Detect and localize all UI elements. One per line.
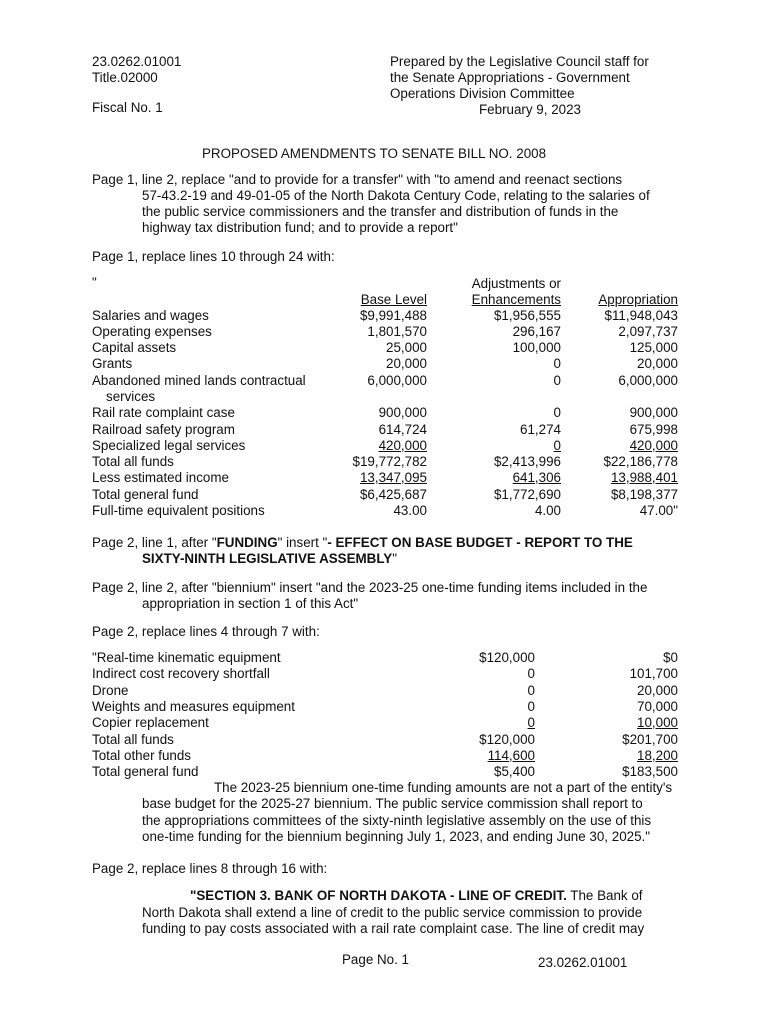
row-amount-b: 20,000 xyxy=(637,683,678,698)
row-appropriation: $8,198,377 xyxy=(610,487,678,502)
row-base: 6,000,000 xyxy=(367,373,427,388)
row-adjustment: 641,306 xyxy=(512,470,561,485)
row-amount-a: $5,400 xyxy=(494,764,535,779)
row-adjustment: 0 xyxy=(553,438,561,453)
row-appropriation: 6,000,000 xyxy=(618,373,678,388)
row-label: Abandoned mined lands contractual xyxy=(92,373,306,388)
row-label: Specialized legal services xyxy=(92,438,246,453)
page-number: Page No. 1 xyxy=(342,952,409,967)
amendment-5-para-line-1: The 2023-25 biennium one-time funding amounts are not a part of the entity's xyxy=(214,780,673,795)
row-appropriation: 675,998 xyxy=(629,422,678,437)
row-appropriation: 900,000 xyxy=(629,405,678,420)
row-appropriation: 20,000 xyxy=(637,356,678,371)
amendment-3-line-2 xyxy=(142,551,397,566)
row-label: Railroad safety program xyxy=(92,422,235,437)
amendment-3-pre: Page 2, line 1, after " xyxy=(92,535,217,550)
row-amount-a: $120,000 xyxy=(479,732,535,747)
row-appropriation: 420,000 xyxy=(629,438,678,453)
amendment-3-funding: FUNDING xyxy=(216,535,278,550)
row-base: 20,000 xyxy=(386,356,427,371)
amendment-1-line-4: highway tax distribution fund; and to provide a report" xyxy=(142,220,458,235)
row-adjustment: $1,956,555 xyxy=(493,308,561,323)
amendment-5-para-line-4: one-time funding for the biennium beginning July 1, 2023, and ending June 30, 2025." xyxy=(142,829,651,844)
row-amount-a: 0 xyxy=(527,666,535,681)
fiscal-number: Fiscal No. 1 xyxy=(92,100,163,115)
column-header-base-level: Base Level xyxy=(360,292,427,307)
row-appropriation: $22,186,778 xyxy=(603,454,678,469)
amendment-3-bold-1: - EFFECT ON BASE BUDGET - REPORT TO THE xyxy=(327,535,633,550)
amendment-5-intro: Page 2, replace lines 4 through 7 with: xyxy=(92,624,320,639)
prepared-by-line-2: the Senate Appropriations - Government xyxy=(390,70,630,85)
row-adjustment: $2,413,996 xyxy=(493,454,561,469)
amendment-3-mid: " insert " xyxy=(277,535,328,550)
row-amount-a: $120,000 xyxy=(479,650,535,665)
row-adjustment: 4.00 xyxy=(534,503,561,518)
row-amount-a: 0 xyxy=(527,683,535,698)
row-label: Total all funds xyxy=(92,732,174,747)
column-header-adjustments-1: Adjustments or xyxy=(471,276,561,291)
row-appropriation: 125,000 xyxy=(629,340,678,355)
row-appropriation: 2,097,737 xyxy=(618,324,678,339)
row-label: Less estimated income xyxy=(92,470,229,485)
section-3-line-1 xyxy=(190,888,643,903)
row-amount-a: 0 xyxy=(527,699,535,714)
row-label: Operating expenses xyxy=(92,324,212,339)
row-appropriation: 47.00" xyxy=(639,503,678,518)
row-adjustment: 0 xyxy=(553,405,561,420)
row-label: Grants xyxy=(92,356,133,371)
row-label: Indirect cost recovery shortfall xyxy=(92,666,270,681)
row-label: Total general fund xyxy=(92,764,199,779)
amendment-3-bold-2: SIXTY-NINTH LEGISLATIVE ASSEMBLY xyxy=(142,551,393,566)
row-base: $19,772,782 xyxy=(352,454,427,469)
amendment-4-line-1: Page 2, line 2, after "biennium" insert "and the 2023-25 one-time funding items included in the xyxy=(92,580,648,595)
amendment-6-intro: Page 2, replace lines 8 through 16 with: xyxy=(92,861,328,876)
row-label: Rail rate complaint case xyxy=(92,405,235,420)
row-label: Copier replacement xyxy=(92,715,209,730)
row-base: 614,724 xyxy=(378,422,427,437)
prepared-by-line-1: Prepared by the Legislative Council staff for xyxy=(390,54,649,69)
row-label: Total all funds xyxy=(92,454,174,469)
row-amount-b: $201,700 xyxy=(622,732,678,747)
section-3-heading: "SECTION 3. BANK OF NORTH DAKOTA - LINE OF CREDIT. xyxy=(190,888,567,903)
row-base: 1,801,570 xyxy=(367,324,427,339)
column-header-adjustments-2: Enhancements xyxy=(471,292,561,307)
row-label: Salaries and wages xyxy=(92,308,209,323)
row-amount-b: 10,000 xyxy=(637,715,678,730)
amendment-2-intro: Page 1, replace lines 10 through 24 with: xyxy=(92,249,335,264)
row-appropriation: 13,988,401 xyxy=(610,470,678,485)
row-label-continued: services xyxy=(106,389,156,404)
document-date: February 9, 2023 xyxy=(479,102,581,117)
row-amount-b: 18,200 xyxy=(637,748,678,763)
amendment-1-line-2: 57-43.2-19 and 49-01-05 of the North Dakota Century Code, relating to the salaries of xyxy=(142,188,650,203)
section-3-line-2: North Dakota shall extend a line of credit to the public service commission to provide xyxy=(142,905,643,920)
row-amount-a: 0 xyxy=(527,715,535,730)
amendment-3-line-1 xyxy=(92,535,633,550)
prepared-by-line-3: Operations Division Committee xyxy=(390,86,575,101)
row-label: "Real-time kinematic equipment xyxy=(92,650,281,665)
amendment-1-line-3: the public service commissioners and the transfer and distribution of funds in the xyxy=(142,204,619,219)
row-amount-b: $0 xyxy=(663,650,678,665)
row-amount-b: $183,500 xyxy=(622,764,678,779)
amendment-1-line-1: Page 1, line 2, replace "and to provide for a transfer" with "to amend and reenact sections xyxy=(92,172,623,187)
row-base: 13,347,095 xyxy=(359,470,427,485)
row-label: Drone xyxy=(92,683,129,698)
row-appropriation: $11,948,043 xyxy=(604,308,678,323)
row-amount-b: 101,700 xyxy=(629,666,678,681)
row-label: Weights and measures equipment xyxy=(92,699,295,714)
row-label: Total general fund xyxy=(92,487,199,502)
row-label: Full-time equivalent positions xyxy=(92,503,265,518)
row-base: $9,991,488 xyxy=(359,308,427,323)
row-adjustment: $1,772,690 xyxy=(493,487,561,502)
section-3-line-3: funding to pay costs associated with a rail rate complaint case. The line of credit may xyxy=(142,921,645,936)
opening-quote: " xyxy=(92,275,97,290)
row-amount-a: 114,600 xyxy=(487,748,535,763)
row-base: 420,000 xyxy=(378,438,427,453)
row-label: Capital assets xyxy=(92,340,177,355)
amendment-4-line-2: appropriation in section 1 of this Act" xyxy=(142,596,359,611)
row-label: Total other funds xyxy=(92,748,192,763)
row-adjustment: 61,274 xyxy=(520,422,561,437)
doc-id: 23.0262.01001 xyxy=(92,54,182,69)
amendment-3-end: " xyxy=(392,551,398,566)
footer-doc-id: 23.0262.01001 xyxy=(538,955,628,970)
row-base: 43.00 xyxy=(393,503,427,518)
row-base: 900,000 xyxy=(378,405,427,420)
row-adjustment: 100,000 xyxy=(512,340,561,355)
amendment-5-para-line-3: the appropriations committees of the sixty-ninth legislative assembly on the use of this xyxy=(142,813,652,828)
row-adjustment: 296,167 xyxy=(512,324,561,339)
section-3-text: The Bank of xyxy=(566,888,643,903)
page-title: PROPOSED AMENDMENTS TO SENATE BILL NO. 2008 xyxy=(202,146,547,161)
amendment-5-para-line-2: base budget for the 2025-27 biennium. The public service commission shall report to xyxy=(142,796,643,811)
row-base: $6,425,687 xyxy=(359,487,427,502)
row-base: 25,000 xyxy=(386,340,427,355)
row-amount-b: 70,000 xyxy=(637,699,678,714)
row-adjustment: 0 xyxy=(553,356,561,371)
title-number: Title.02000 xyxy=(92,70,158,85)
column-header-appropriation: Appropriation xyxy=(598,292,678,307)
row-adjustment: 0 xyxy=(553,373,561,388)
